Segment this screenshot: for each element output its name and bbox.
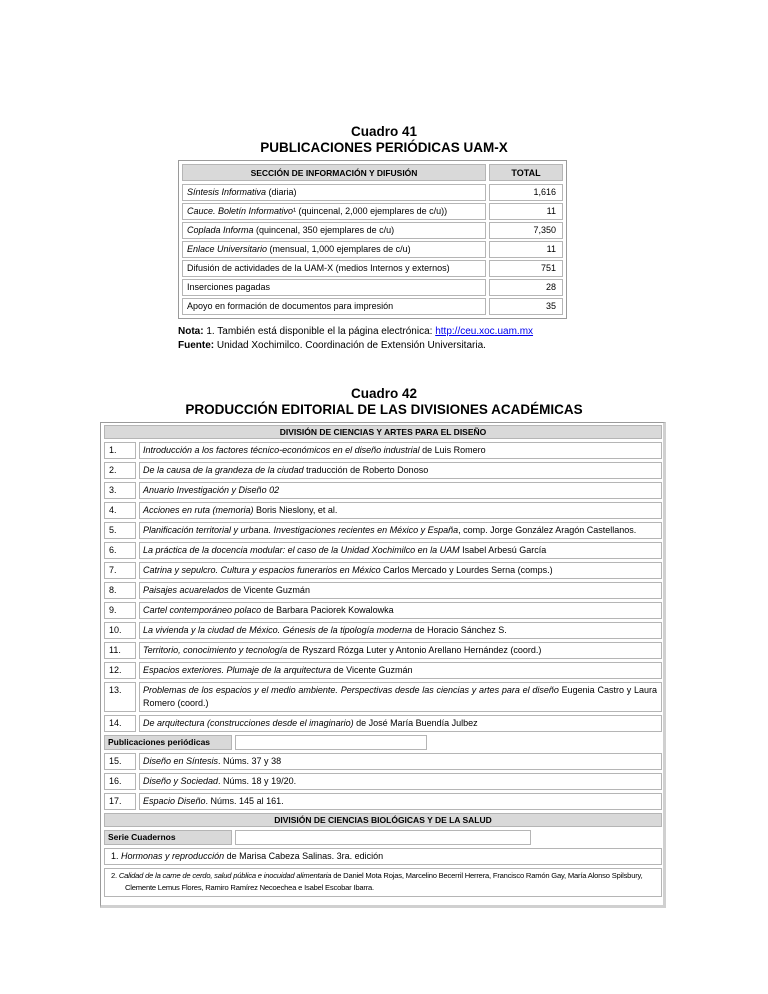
table-row: 1. Introducción a los factores técnico-económicos en el diseño industrial de Luis Romero [104,442,662,459]
table-row: 2. De la causa de la grandeza de la ciudad traducción de Roberto Donoso [104,462,662,479]
cuadro-42-title: PRODUCCIÓN EDITORIAL DE LAS DIVISIONES ACADÉMICAS [185,402,583,417]
table-row: Inserciones pagadas 28 [182,279,563,296]
table-row: 6. La práctica de la docencia modular: el caso de la Unidad Xochimilco en la UAM Isabel Arbesú García [104,542,662,559]
table-42: DIVISIÓN DE CIENCIAS Y ARTES PARA EL DISEÑO 1. Introducción a los factores técnico-económicos en el diseño industrial de Luis Romero 2. De la causa de la grandeza de la ciudad traducción de Roberto Donoso 3. Anuario Investigación y Diseño 02 4. Acciones en ruta (memoria) Boris Nieslony, et al. 5. Planificación territorial y urbana. Investigaciones recientes en México y España, comp. Jorge González Aragón Castellanos. 6. La práctica de la docencia modular: el caso de la Unidad Xochimilco en la UAM Isabel Arbesú García 7. Catrina y sepulcro. Cultura y espacios funerarios en México Carlos Mercado y Lourdes Serna (comps.) 8. Paisajes acuarelados de Vicente Guzmán 9. Cartel contemporáneo polaco de Barbara Paciorek Kowalowka 10. La vivienda y la ciudad de México. Génesis de la tipología moderna de Horacio Sánchez S. 11. Territorio, conocimiento y tecnología de Ryszard Rózga Luter y Antonio Arellano Hernández (coord.) 12. Espacios exteriores. Plumaje de la arquitectura de Vicente Guzmán 13. Problemas de los espacios y el medio ambiente. Perspectivas desde las ciencias y artes para el diseño Eugenia Castro y Laura Romero (coord.) 14. De arquitectura (construcciones desde el imaginario) de José María Buendía Julbez Publicaciones periódicas 15. Diseño en Síntesis. Núms. 37 y 38 16. Diseño y Sociedad. Núms. 18 y 19/20. 17. Espacio Diseño. Núms. 145 al 161. DIVISIÓN DE CIENCIAS BIOLÓGICAS Y DE LA SALUD Serie Cuadernos 1. Hormonas y reproducción de Marisa Cabeza Salinas. 3ra. edición 2. Calidad de la carne de cerdo, salud pública e inocuidad alimentaria de Daniel Mota Rojas, Marcelino Becerril Herrera, Francisco Ramón Gay, María Alonso Spilsbury, Clemente Lemus Flores, Ramiro Ramírez Necoechea e Isabel Escobar Ibarra. [100,422,666,908]
table-row: Difusión de actividades de la UAM-X (medios Internos y externos) 751 [182,260,563,277]
table-41-header [179,161,566,183]
division-header: DIVISIÓN DE CIENCIAS Y ARTES PARA EL DISEÑO [104,425,662,439]
table-row: Apoyo en formación de documentos para impresión 35 [182,298,563,315]
table-41-header-section: SECCIÓN DE INFORMACIÓN Y DIFUSIÓN [182,164,486,181]
table-row: 16. Diseño y Sociedad. Núms. 18 y 19/20. [104,773,662,790]
table-row: 1. Hormonas y reproducción de Marisa Cabeza Salinas. 3ra. edición [104,848,662,865]
table-row: 7. Catrina y sepulcro. Cultura y espacios funerarios en México Carlos Mercado y Lourdes Serna (comps.) [104,562,662,579]
table-row: 2. Calidad de la carne de cerdo, salud pública e inocuidad alimentaria de Daniel Mota Rojas, Marcelino Becerril Herrera, Francisco Ramón Gay, María Alonso Spilsbury, Clemente Lemus Flores, Ramiro Ramírez Necoechea e Isabel Escobar Ibarra. [104,868,662,897]
source-line: Fuente: Unidad Xochimilco. Coordinación de Extensión Universitaria. [178,340,486,351]
table-row: 9. Cartel contemporáneo polaco de Barbara Paciorek Kowalowka [104,602,662,619]
table-row: 5. Planificación territorial y urbana. Investigaciones recientes en México y España, comp. Jorge González Aragón Castellanos. [104,522,662,539]
table-row: 14. De arquitectura (construcciones desde el imaginario) de José María Buendía Julbez [104,715,662,732]
table-row: Coplada Informa (quincenal, 350 ejemplares de c/u) 7,350 [182,222,563,239]
cuadro-42-number: Cuadro 42 [350,386,418,401]
cuadro-42-heading [0,386,768,418]
table-row: 3. Anuario Investigación y Diseño 02 [104,482,662,499]
table-41-notes [178,325,533,353]
cuadro-41-heading [0,124,768,156]
cuadro-41-title: PUBLICACIONES PERIÓDICAS UAM-X [260,140,508,155]
note-link[interactable]: http://ceu.xoc.uam.mx [435,326,534,337]
table-row: Síntesis Informativa (diaria) 1,616 [182,184,563,201]
table-row: 12. Espacios exteriores. Plumaje de la arquitectura de Vicente Guzmán [104,662,662,679]
table-row: 8. Paisajes acuarelados de Vicente Guzmán [104,582,662,599]
table-row: Cauce. Boletín Informativo¹ (quincenal, 2,000 ejemplares de c/u)) 11 [182,203,563,220]
table-row: 11. Territorio, conocimiento y tecnología de Ryszard Rózga Luter y Antonio Arellano Hernández (coord.) [104,642,662,659]
table-row: 10. La vivienda y la ciudad de México. Génesis de la tipología moderna de Horacio Sánchez S. [104,622,662,639]
table-row: 17. Espacio Diseño. Núms. 145 al 161. [104,793,662,810]
note-line: Nota: 1. También está disponible el la página electrónica: http://ceu.xoc.uam.mx [178,326,534,337]
table-row: 13. Problemas de los espacios y el medio ambiente. Perspectivas desde las ciencias y artes para el diseño Eugenia Castro y Laura Romero (coord.) [104,682,662,712]
table-41 [178,160,567,319]
cuadro-41-number: Cuadro 41 [350,124,418,139]
table-row: 4. Acciones en ruta (memoria) Boris Nieslony, et al. [104,502,662,519]
table-41-header-total: TOTAL [489,164,563,181]
table-row: 15. Diseño en Síntesis. Núms. 37 y 38 [104,753,662,770]
table-row: Enlace Universitario (mensual, 1,000 ejemplares de c/u) 11 [182,241,563,258]
division-header: DIVISIÓN DE CIENCIAS BIOLÓGICAS Y DE LA SALUD [104,813,662,827]
